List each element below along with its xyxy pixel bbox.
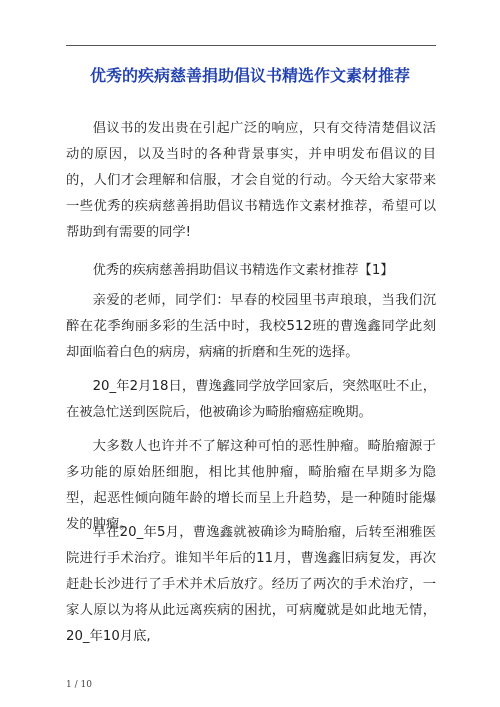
header-rule: [66, 45, 436, 46]
intro-paragraph: 倡议书的发出贵在引起广泛的响应，只有交待清楚倡议活动的原因，以及当时的各种背景事实，并申明发布倡议的目的，人们才会理解和信服，才会自觉的行动。今天给大家带来一些优秀的疾病慈善捐助倡议书精选作文素材推荐，希望可以帮助到有需要的同学!: [66, 121, 436, 240]
page-number: 1 / 10: [66, 680, 92, 690]
body-paragraph: 20_年2月18日，曹逸鑫同学放学回家后，突然呕吐不止，在被急忙送到医院后，他被确诊为畸胎瘤癌症晚期。: [66, 379, 436, 420]
section-heading: 优秀的疾病慈善捐助倡议书精选作文素材推荐【1】: [92, 263, 394, 278]
body-paragraph: 大多数人也许并不了解这种可怕的恶性肿瘤。畸胎瘤源于多功能的原始胚细胞，相比其他肿瘤，畸胎瘤在早期多为隐型，起恶性倾向随年龄的增长而呈上升趋势，是一种随时能爆发的肿瘤。: [66, 439, 436, 532]
body-paragraph: 亲爱的老师，同学们：早春的校园里书声琅琅，当我们沉醉在花季绚丽多彩的生活中时，我校512班的曹逸鑫同学此刻却面临着白色的病房，病痛的折磨和生死的选择。: [66, 293, 436, 360]
document-title: 优秀的疾病慈善捐助倡议书精选作文素材推荐: [89, 66, 410, 85]
body-paragraph: 早在20_年5月，曹逸鑫就被确诊为畸胎瘤，后转至湘雅医院进行手术治疗。谁知半年后的11月，曹逸鑫旧病复发，再次赶赴长沙进行了手术并术后放疗。经历了两次的手术治疗，一家人原以为将从此远离疾病的困扰，可病魔就是如此地无情，20_年10月底,: [66, 525, 436, 644]
